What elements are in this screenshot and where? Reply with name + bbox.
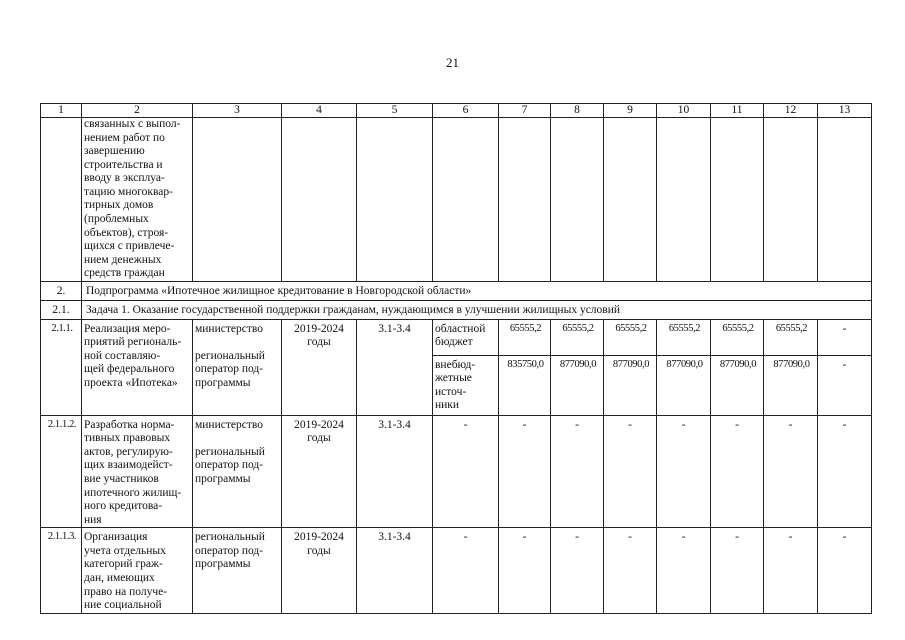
- table-cell: 65555,2: [711, 319, 764, 355]
- table-cell: 835750,0: [499, 355, 551, 415]
- column-header: 6: [433, 104, 499, 118]
- table-cell: -: [818, 415, 872, 528]
- column-header: 7: [499, 104, 551, 118]
- table-cell: 877090,0: [604, 355, 657, 415]
- column-header: 9: [604, 104, 657, 118]
- table-cell: 877090,0: [657, 355, 711, 415]
- table-cell: -: [551, 415, 604, 528]
- funding-source: -: [433, 528, 499, 613]
- table-cell: -: [499, 528, 551, 613]
- table-cell: -: [657, 528, 711, 613]
- funding-source: -: [433, 415, 499, 528]
- row-number: 2.1.1.: [41, 319, 82, 415]
- table-cell: -: [818, 355, 872, 415]
- column-header: 8: [551, 104, 604, 118]
- row-name: Организация учета отдельных категорий граж- дан, имеющих право на получе- ние социальной: [82, 528, 193, 613]
- table-cell: -: [764, 415, 818, 528]
- table-cell: -: [499, 415, 551, 528]
- table-cell: -: [764, 528, 818, 613]
- task-number: 2.1.: [41, 300, 82, 319]
- subprogram-row: [41, 281, 872, 300]
- table-cell: 877090,0: [551, 355, 604, 415]
- column-header: 3: [193, 104, 282, 118]
- column-header: 13: [818, 104, 872, 118]
- row-period: 2019-2024 годы: [282, 415, 357, 528]
- row-indicators: 3.1-3.4: [357, 528, 433, 613]
- table-cell: -: [711, 415, 764, 528]
- row-indicators: 3.1-3.4: [357, 415, 433, 528]
- table-cell: 65555,2: [499, 319, 551, 355]
- subprogram-number: 2.: [41, 281, 82, 300]
- table-row: [41, 528, 872, 613]
- table-cell: 65555,2: [764, 319, 818, 355]
- column-header: 4: [282, 104, 357, 118]
- table-cell: 877090,0: [764, 355, 818, 415]
- table-cell: -: [657, 415, 711, 528]
- table-cell: -: [711, 528, 764, 613]
- table-cell: -: [604, 415, 657, 528]
- column-header: 10: [657, 104, 711, 118]
- table-cell: -: [604, 528, 657, 613]
- funding-source: областной бюджет: [433, 319, 499, 355]
- row-period: 2019-2024 годы: [282, 319, 357, 415]
- row-period: 2019-2024 годы: [282, 528, 357, 613]
- row-executor: региональный оператор под- программы: [193, 528, 282, 613]
- table-cell: 877090,0: [711, 355, 764, 415]
- row-name: Реализация меро- приятий региональ- ной составляю- щей федерального проекта «Ипотека»: [82, 319, 193, 415]
- table-cell: -: [818, 319, 872, 355]
- table-cell: -: [818, 528, 872, 613]
- table-cell: 65555,2: [657, 319, 711, 355]
- row-executor: министерство региональный оператор под- программы: [193, 319, 282, 415]
- row-executor: министерство региональный оператор под- программы: [193, 415, 282, 528]
- column-number-row: [41, 104, 872, 118]
- continued-row: [41, 118, 872, 282]
- column-header: 12: [764, 104, 818, 118]
- table-cell: 65555,2: [551, 319, 604, 355]
- table-cell: 65555,2: [604, 319, 657, 355]
- table-row: [41, 319, 872, 355]
- subprogram-title: Подпрограмма «Ипотечное жилищное кредитование в Новгородской области»: [82, 281, 872, 300]
- funding-source: внебюд- жетные источ- ники: [433, 355, 499, 415]
- table-row: [41, 415, 872, 528]
- row-number: 2.1.1.2.: [41, 415, 82, 528]
- page-number: 21: [446, 55, 459, 70]
- column-header: 2: [82, 104, 193, 118]
- row-number: 2.1.1.3.: [41, 528, 82, 613]
- task-title: Задача 1. Оказание государственной поддержки гражданам, нуждающимся в улучшении жилищных условий: [82, 300, 872, 319]
- column-header: 1: [41, 104, 82, 118]
- column-header: 11: [711, 104, 764, 118]
- program-table: [40, 103, 872, 614]
- task-row: [41, 300, 872, 319]
- row-name: Разработка норма- тивных правовых актов, регулирую- щих взаимодейст- вие участников ипотечного жилищ- ного кредитова- ния: [82, 415, 193, 528]
- column-header: 5: [357, 104, 433, 118]
- row-indicators: 3.1-3.4: [357, 319, 433, 415]
- table-cell: -: [551, 528, 604, 613]
- continued-description: связанных с выпол- нением работ по завершению строительства и вводу в эксплуа- тацию многоквар- тирных домов (проблемных объектов), строя- щихся с привлече- нием денежных средств граждан: [82, 118, 193, 282]
